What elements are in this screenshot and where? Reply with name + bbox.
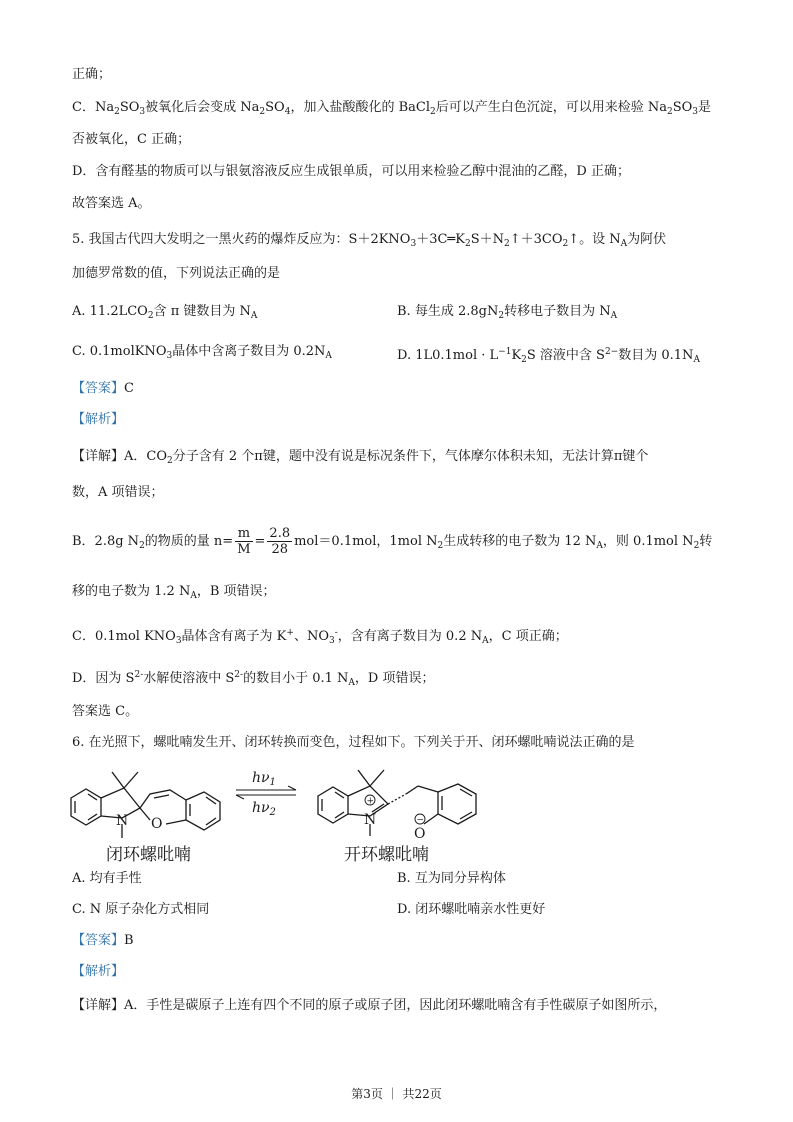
closed-spiropyran-structure [71,772,220,838]
closed-atom-n: N [116,813,129,829]
open-merocyanine-structure [318,770,476,836]
closed-label: 闭环螺吡喃 [106,845,191,865]
text-line: 否被氧化，C 正确； [72,132,191,147]
analysis-heading: 【解析】 [72,412,125,427]
option-a: A. 均有手性 [72,871,142,886]
option-d: D. $1L0.1mol \cdot L^{-1}K_2S$ 溶液中含 $S^{2-}$数目为 $0.1N_A$ [397,347,700,365]
spiropyran-reaction-diagram [66,758,536,866]
open-atom-n: N [364,812,377,828]
detail-b-cont: 移的电子数为 1.2 $N_A$，B 项错误； [72,584,276,601]
page-footer: 第3页 ｜ 共22页 [351,1087,442,1101]
answer-line: 【答案】B [72,933,134,948]
fraction-2.8-over-28: $\frac{2.8}{28}$ [269,526,291,557]
option-a: A. $11.2LCO_2$含 π 键数目为 $N_A$ [72,304,258,321]
detail-c: C．0.1mol $KNO_3$晶体含有离子为 K+、$NO_3^-$，含有离子数目为 0.2 $N_A$，C 项正确； [72,628,568,646]
plus-charge: + [366,796,375,807]
conclusion: 答案选 C。 [72,704,139,719]
option-c: C. N 原子杂化方式相同 [72,902,210,917]
option-b: B. 互为同分异构体 [397,871,506,886]
detail-d: D．因为 $S^{2-}$水解使溶液中 $S^{2-}$的数目小于 0.1 $N_A$，D 项错误； [72,670,435,688]
detail-a: 【详解】A．手性是碳原子上连有四个不同的原子或原子团，因此闭环螺吡喃含有手性碳原子如图所示， [72,998,667,1013]
text-line: 故答案选 A。 [72,196,151,211]
text-line: C．$Na_2SO_3$被氧化后会变成 $Na_2SO_4$，加入盐酸酸化的 BaCl$_2$后可以产生白色沉淀，可以用来检验 $Na_2SO_3$是 [72,100,712,117]
text-line: 正确； [72,67,112,82]
question-5-stem: 5. 我国古代四大发明之一黑火药的爆炸反应为：$S+2KNO_3+3C═K_2S+N_2↑+3CO_2↑$。设 $N_A$为阿伏 [72,232,667,249]
hv2-label: $h\nu_2$ [252,800,276,818]
detail-a: 【详解】A．$CO_2$分子含有 2 个π键，题中没有说是标况条件下，气体摩尔体积未知，无法计算π键个 [72,449,649,466]
hv1-label: $h\nu_1$ [252,770,276,788]
analysis-heading: 【解析】 [72,964,125,979]
option-b: B. 每生成 $2.8gN_2$转移电子数目为 $N_A$ [397,304,618,321]
option-c: C. 0.1molKNO$_3$晶体中含离子数目为 $0.2N_A$ [72,344,332,361]
text-line: D．含有醛基的物质可以与银氨溶液反应生成银单质，可以用来检验乙醇中混油的乙醛，D 正确； [72,164,630,179]
closed-atom-o: O [151,816,163,832]
equilibrium-arrow [236,786,296,799]
detail-b: B．2.8g $N_2$的物质的量 n= $\frac{m}{M}$ = $\frac{2.8}{28}$ mol＝0.1mol，1mol $N_2$生成转移的电子数为 12 $N_A$，则 0.1mol $N_2$转 [72,526,713,557]
minus-charge: − [416,815,425,826]
detail-a-cont: 数，A 项错误； [72,485,164,500]
open-atom-o: O [414,826,426,842]
fraction-m-over-M: $\frac{m}{M}$ [237,526,251,557]
question-6-stem: 6. 在光照下，螺吡喃发生开、闭环转换而变色，过程如下。下列关于开、闭环螺吡喃说法正确的是 [72,735,635,750]
question-5-stem: 加德罗常数的值，下列说法正确的是 [72,266,281,281]
open-label: 开环螺吡喃 [344,845,429,865]
option-d: D. 闭环螺吡喃亲水性更好 [397,902,546,917]
answer-line: 【答案】C [72,381,134,396]
